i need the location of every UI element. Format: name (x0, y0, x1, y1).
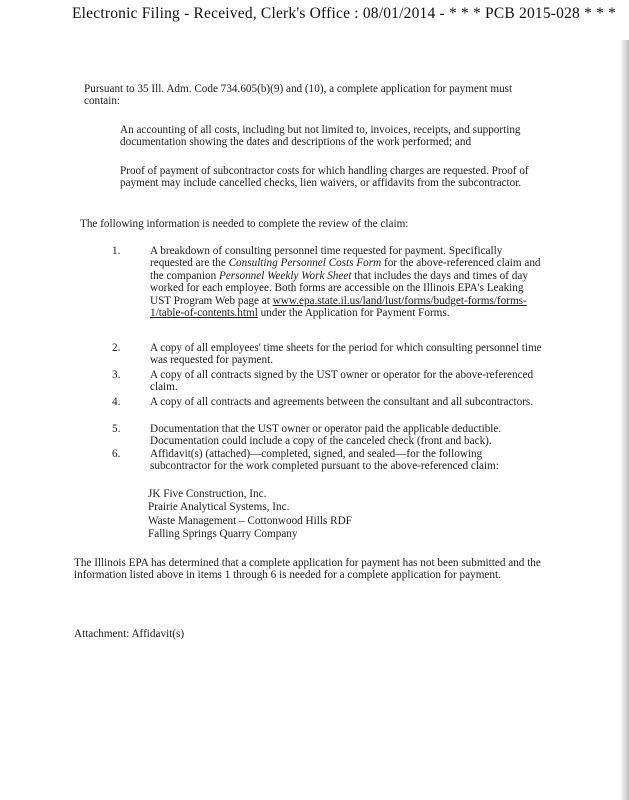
list-item-text: Documentation that the UST owner or operator paid the applicable deductible. Documentation could include a copy of the canceled check (front and back). (150, 423, 502, 448)
proof-of-payment-paragraph: Proof of payment of subcontractor costs for which handling charges are requested. Proof of payment may include cancelled checks, lien waivers, or affidavits from the subcontractor. (120, 165, 529, 190)
list-item-number: 4. (112, 396, 121, 408)
intro-paragraph: Pursuant to 35 Ill. Adm. Code 734.605(b)(9) and (10), a complete application for payment must contain: (84, 83, 513, 108)
list-item-number: 2. (112, 342, 121, 354)
personnel-weekly-work-sheet-title: Personnel Weekly Work Sheet (218, 269, 352, 282)
list-item-text: A copy of all contracts signed by the UST owner or operator for the above-referenced claim. (150, 369, 534, 394)
list-item-number: 3. (112, 369, 121, 381)
list-item-text: A copy of all contracts and agreements between the consultant and all subcontractors. (150, 396, 534, 408)
subcontractor-name: JK Five Construction, Inc. (148, 488, 267, 500)
list-item-number: 1. (112, 245, 121, 257)
following-information-paragraph: The following information is needed to complete the review of the claim: (80, 218, 409, 230)
subcontractor-list (148, 488, 352, 542)
list-item-number: 5. (112, 423, 121, 435)
item-1-text-d: under the Application for Payment Forms. (257, 307, 450, 320)
item-1-text-a: A breakdown of consulting personnel time requested for payment. Specifically requested are the (150, 245, 503, 270)
filing-header-stamp: Electronic Filing - Received, Clerk's Office : 08/01/2014 - * * * PCB 2015-028 * * * (72, 5, 617, 22)
item-1-text-b: for the above-referenced claim and the companion (150, 257, 541, 282)
list-item-number: 6. (112, 448, 121, 460)
list-item-text: Affidavit(s) (attached)—completed, signed, and sealed—for the following subcontractor for the work completed pursuant to the above-referenced claim: (150, 448, 499, 473)
attachment-line: Attachment: Affidavit(s) (74, 628, 185, 640)
consulting-personnel-costs-form-title: Consulting Personnel Costs Form (228, 257, 382, 270)
subcontractor-name: Prairie Analytical Systems, Inc. (148, 501, 290, 514)
accounting-paragraph: An accounting of all costs, including but not limited to, invoices, receipts, and supporting documentation showing the dates and descriptions of the work performed; and (120, 124, 521, 149)
lust-forms-url-link[interactable]: www.epa.state.il.us/land/lust/forms/budget-forms/forms-1/table-of-contents.html (150, 294, 527, 320)
subcontractor-name: Falling Springs Quarry Company (148, 528, 298, 541)
item-1-text-c: that includes the days and times of day worked for each employee. Both forms are accessible on the Illinois EPA's Leaking UST Program Web page at (150, 269, 528, 307)
list-item-text (150, 245, 542, 319)
scan-page-edge (620, 40, 629, 800)
list-item-text: A copy of all employees' time sheets for the period for which consulting personnel time was requested for payment. (150, 342, 542, 367)
determination-paragraph: The Illinois EPA has determined that a complete application for payment has not been submitted and the information listed above in items 1 through 6 is needed for a complete application for payment. (74, 557, 541, 582)
subcontractor-name: Waste Management – Cottonwood Hills RDF (148, 514, 352, 527)
